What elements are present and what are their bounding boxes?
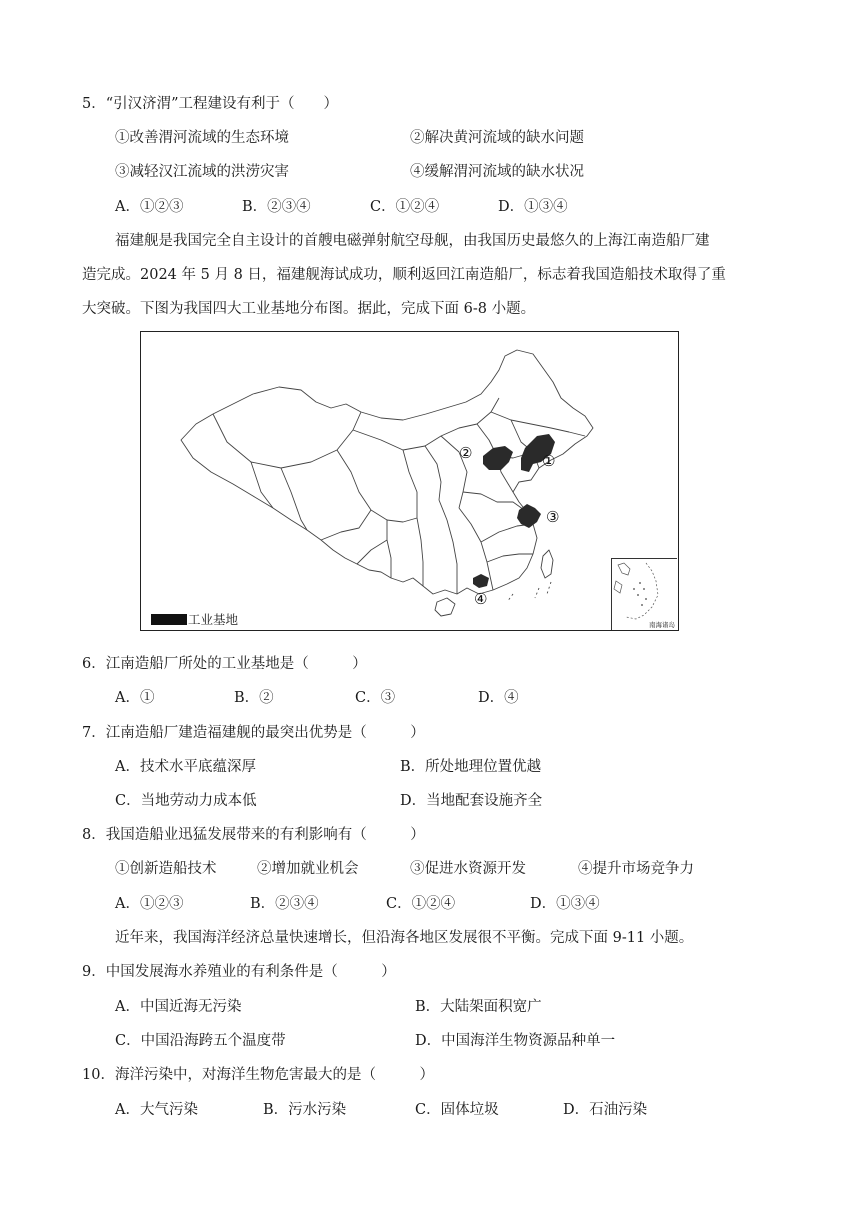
q6-option-c: C．③ [355,690,396,706]
q6-option-b: B．② [234,690,274,706]
passage-2: 近年来，我国海洋经济总量快速增长，但沿海各地区发展很不平衡。完成下面 9-11 小题。 [115,930,694,946]
marker-1: ① [542,452,556,470]
question-9-stem: 9．中国发展海水养殖业的有利条件是（ ） [82,964,396,980]
industrial-base-2-jingjintang [483,446,513,470]
q8-item-1: ①创新造船技术 [115,861,217,877]
q8-item-4: ④提升市场竞争力 [578,861,694,877]
marker-2: ② [459,444,473,462]
passage-1-line-2: 造完成。2024 年 5 月 8 日，福建舰海试成功，顺利返回江南造船厂，标志着我国造船技术取得了重 [82,267,726,283]
question-8-stem: 8．我国造船业迅猛发展带来的有利影响有（ ） [82,827,425,843]
q8-option-c: C．①②④ [386,896,456,912]
q5-option-a: A．①②③ [115,199,184,215]
q5-item-2: ②解决黄河流域的缺水问题 [410,130,584,146]
q10-option-c: C．固体垃圾 [415,1102,499,1118]
china-outline-map [141,332,678,630]
south-china-sea-inset [611,558,677,630]
china-border [181,350,593,594]
q9-option-c: C．中国沿海跨五个温度带 [115,1033,286,1049]
q9-option-d: D．中国海洋生物资源品种单一 [415,1033,616,1049]
q10-option-a: A．大气污染 [115,1102,198,1118]
industrial-base-4-zhujiang [473,574,489,588]
marker-4: ④ [474,590,488,608]
question-6-stem: 6．江南造船厂所处的工业基地是（ ） [82,656,367,672]
q6-option-d: D．④ [478,690,519,706]
q5-option-b: B．②③④ [242,199,311,215]
marker-3: ③ [546,508,560,526]
q7-option-d: D．当地配套设施齐全 [400,793,543,809]
q8-item-3: ③促进水资源开发 [410,861,526,877]
q9-option-a: A．中国近海无污染 [115,999,242,1015]
q8-item-2: ②增加就业机会 [257,861,359,877]
q5-option-c: C．①②④ [370,199,440,215]
legend-swatch [151,614,187,625]
q9-option-b: B．大陆架面积宽广 [415,999,542,1015]
question-7-stem: 7．江南造船厂建造福建舰的最突出优势是（ ） [82,725,425,741]
china-industrial-bases-map [140,331,679,631]
q8-option-d: D．①③④ [530,896,600,912]
inset-label: 南海诸岛 [649,621,675,629]
q5-item-4: ④缓解渭河流域的缺水状况 [410,164,584,180]
q5-option-d: D．①③④ [498,199,568,215]
q10-option-b: B．污水污染 [263,1102,347,1118]
q7-option-a: A．技术水平底蕴深厚 [115,759,256,775]
q5-item-1: ①改善渭河流域的生态环境 [115,130,289,146]
q6-option-a: A．① [115,690,155,706]
passage-1-line-1: 福建舰是我国完全自主设计的首艘电磁弹射航空母舰，由我国历史最悠久的上海江南造船厂建 [115,233,710,249]
q10-option-d: D．石油污染 [563,1102,648,1118]
q7-option-b: B．所处地理位置优越 [400,759,542,775]
passage-1-line-3: 大突破。下图为我国四大工业基地分布图。据此，完成下面 6-8 小题。 [82,301,536,317]
question-5-stem: 5．“引汉济渭”工程建设有利于（ ） [82,96,339,112]
q8-option-b: B．②③④ [250,896,319,912]
q5-item-3: ③减轻汉江流域的洪涝灾害 [115,164,289,180]
q8-option-a: A．①②③ [115,896,184,912]
legend-label: 工业基地 [188,612,239,627]
q7-option-c: C．当地劳动力成本低 [115,793,257,809]
question-10-stem: 10．海洋污染中，对海洋生物危害最大的是（ ） [82,1067,434,1083]
